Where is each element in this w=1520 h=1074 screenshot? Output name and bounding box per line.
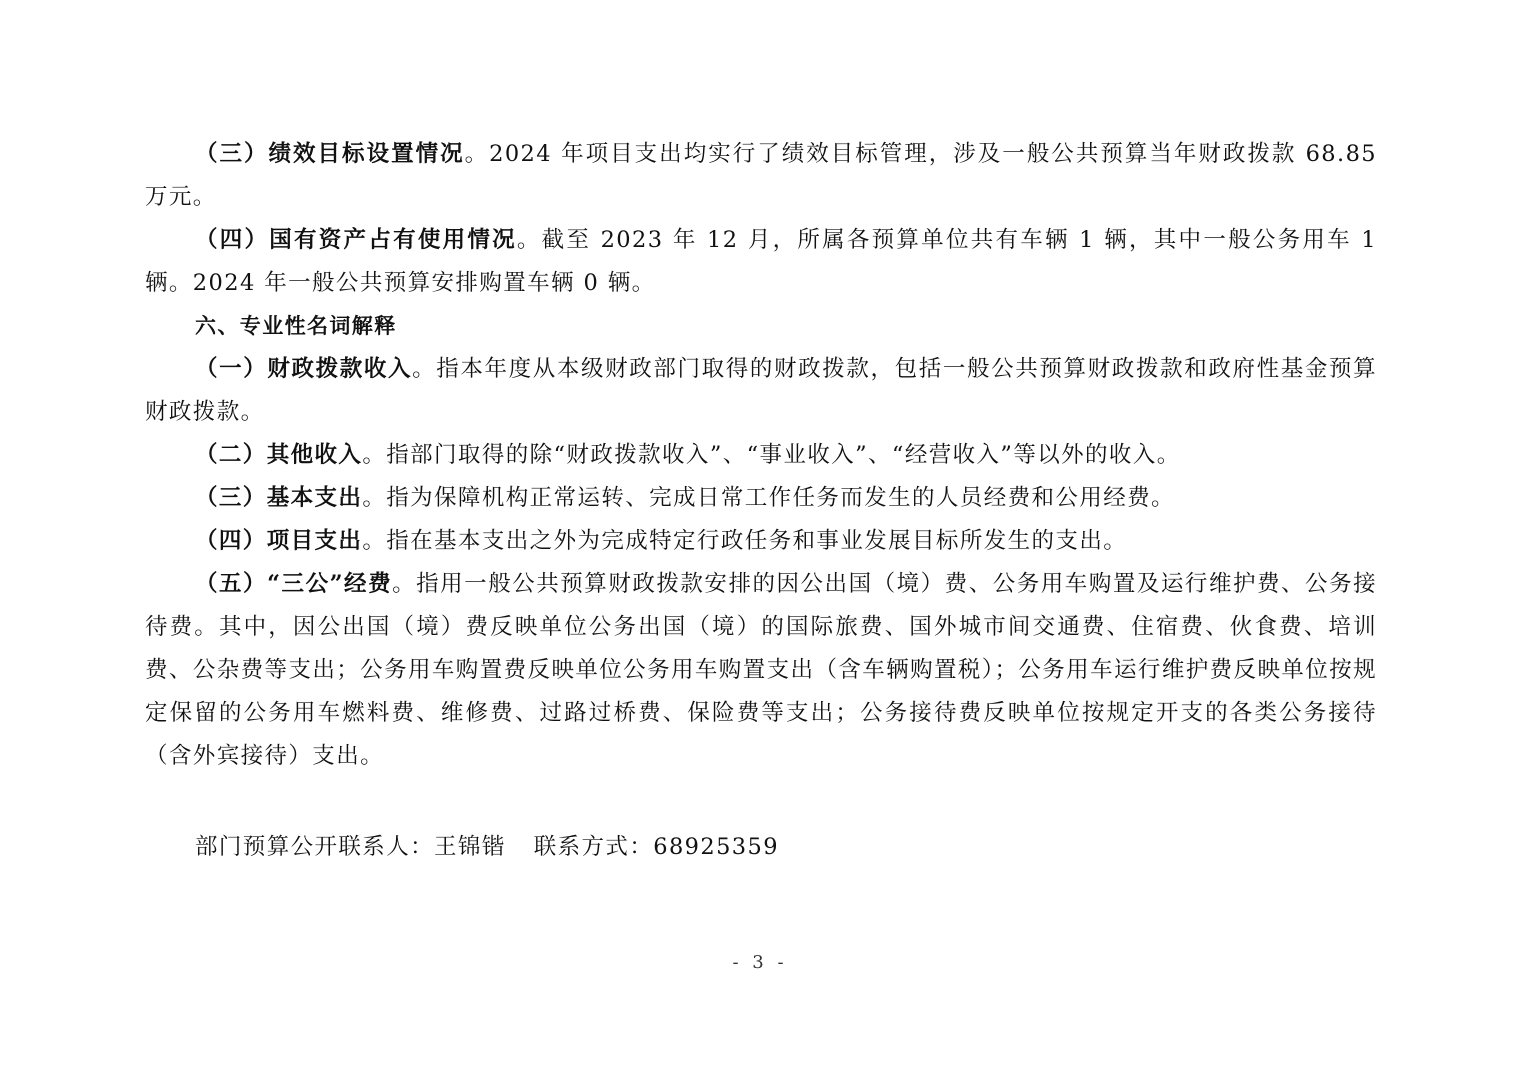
definition-term: （一）财政拨款收入 <box>195 356 413 382</box>
definition-term: （二）其他收入 <box>195 442 363 468</box>
paragraph-text: 。2024 年项目支出均实行了绩效目标管理，涉及一般公共预算当年财政拨款 68.85 万元。 <box>145 141 1377 210</box>
definition-project-expenditure <box>145 520 1377 563</box>
definition-text: 。指在基本支出之外为完成特定行政任务和事业发展目标所发生的支出。 <box>362 528 1128 554</box>
definition-three-public-expenses <box>145 563 1377 778</box>
contact-line <box>195 826 779 869</box>
contact-person-name: 王锦锴 <box>434 834 506 860</box>
paragraph-state-assets <box>145 219 1377 305</box>
page-number: - 3 - <box>732 952 788 973</box>
paragraph-lead: （三）绩效目标设置情况 <box>195 141 465 167</box>
paragraph-performance-targets <box>145 133 1377 219</box>
document-body <box>145 133 1377 778</box>
definition-other-income <box>145 434 1377 477</box>
contact-phone: 68925359 <box>653 834 779 860</box>
definition-text: 。指部门取得的除“财政拨款收入”、“事业收入”、“经营收入”等以外的收入。 <box>362 442 1181 468</box>
definition-term: （五）“三公”经费 <box>195 571 393 597</box>
paragraph-text: 。截至 2023 年 12 月，所属各预算单位共有车辆 1 辆，其中一般公务用车 1 辆。2024 年一般公共预算安排购置车辆 0 辆。 <box>145 227 1378 296</box>
contact-phone-label: 联系方式： <box>533 834 654 860</box>
definition-text: 。指本年度从本级财政部门取得的财政拨款，包括一般公共预算财政拨款和政府性基金预算财政拨款。 <box>145 356 1377 425</box>
definition-text: 。指为保障机构正常运转、完成日常工作任务而发生的人员经费和公用经费。 <box>362 485 1175 511</box>
contact-person-label: 部门预算公开联系人： <box>195 834 435 860</box>
definition-fiscal-appropriation-income <box>145 348 1377 434</box>
section-heading: 六、专业性名词解释 <box>195 314 397 338</box>
definition-term: （四）项目支出 <box>195 528 363 554</box>
definition-basic-expenditure <box>145 477 1377 520</box>
paragraph-lead: （四）国有资产占有使用情况 <box>195 227 517 253</box>
definition-term: （三）基本支出 <box>195 485 363 511</box>
definition-text: 。指用一般公共预算财政拨款安排的因公出国（境）费、公务用车购置及运行维护费、公务接待费。其中，因公出国（境）费反映单位公务出国（境）的国际旅费、国外城市间交通费、住宿费、伙食费、培训费、公杂费等支出；公务用车购置费反映单位公务用车购置支出（含车辆购置税）；公务用车运行维护费反映单位按规定保留的公务用车燃料费、维修费、过路过桥费、保险费等支出；公务接待费反映单位按规定开支的各类公务接待（含外宾接待）支出。 <box>145 571 1377 769</box>
